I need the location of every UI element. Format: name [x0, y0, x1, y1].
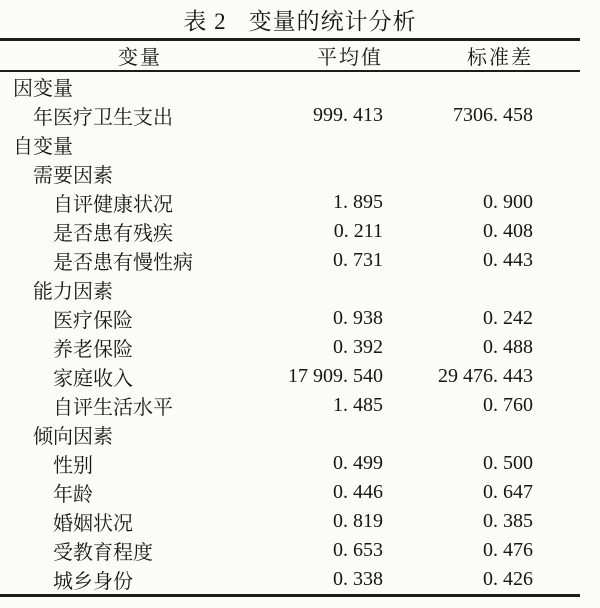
variable-label: 年医疗卫生支出	[33, 107, 173, 129]
table-row	[0, 420, 580, 449]
column-header-mean: 平均值	[317, 47, 383, 69]
variable-label: 性别	[53, 455, 93, 477]
variable-label: 婚姻状况	[53, 513, 133, 535]
table-row	[0, 71, 580, 101]
table-row	[0, 188, 580, 217]
table-caption-title: 变量的统计分析	[248, 8, 417, 34]
statistics-table	[0, 38, 580, 597]
variable-label: 因变量	[13, 78, 73, 100]
table-row	[0, 536, 580, 565]
sd-value: 29 476. 443	[438, 365, 533, 387]
sd-value: 0. 488	[483, 336, 533, 358]
sd-value: 0. 647	[483, 481, 533, 503]
variable-label: 是否患有残疾	[53, 223, 173, 245]
sd-value	[383, 275, 580, 304]
sd-value: 0. 760	[483, 394, 533, 416]
variable-label: 自变量	[13, 136, 73, 158]
variable-label: 城乡身份	[53, 571, 133, 593]
table-row	[0, 449, 580, 478]
mean-value: 0. 731	[333, 249, 383, 271]
variable-label: 受教育程度	[53, 542, 153, 564]
sd-value: 0. 443	[483, 249, 533, 271]
sd-value: 0. 900	[483, 191, 533, 213]
table-row	[0, 304, 580, 333]
variable-label: 倾向因素	[33, 426, 113, 448]
table-row	[0, 507, 580, 536]
variable-label: 养老保险	[53, 339, 133, 361]
mean-value: 0. 819	[333, 510, 383, 532]
table-row	[0, 246, 580, 275]
sd-value: 0. 476	[483, 539, 533, 561]
variable-label: 是否患有慢性病	[53, 252, 193, 274]
table-caption	[0, 0, 600, 38]
variable-label: 家庭收入	[53, 368, 133, 390]
variable-label: 需要因素	[33, 165, 113, 187]
mean-value: 1. 895	[333, 191, 383, 213]
table-row	[0, 362, 580, 391]
table-body	[0, 71, 580, 596]
sd-value: 0. 426	[483, 568, 533, 590]
table-row	[0, 565, 580, 596]
sd-value: 0. 408	[483, 220, 533, 242]
table-caption-number: 表 2	[183, 8, 227, 34]
mean-value	[280, 420, 383, 449]
column-header-variable: 变量	[118, 47, 162, 69]
variable-label: 自评生活水平	[53, 397, 173, 419]
table-row	[0, 478, 580, 507]
mean-value: 0. 938	[333, 307, 383, 329]
table-row	[0, 101, 580, 130]
mean-value	[280, 159, 383, 188]
table-row	[0, 333, 580, 362]
sd-value: 0. 500	[483, 452, 533, 474]
variable-label: 自评健康状况	[53, 194, 173, 216]
sd-value	[383, 71, 580, 101]
variable-label: 年龄	[53, 484, 93, 506]
table-header-row	[0, 40, 580, 72]
sd-value: 0. 242	[483, 307, 533, 329]
sd-value	[383, 159, 580, 188]
mean-value: 1. 485	[333, 394, 383, 416]
mean-value: 0. 338	[333, 568, 383, 590]
mean-value: 0. 392	[333, 336, 383, 358]
table-row	[0, 275, 580, 304]
sd-value	[383, 130, 580, 159]
table-row	[0, 130, 580, 159]
sd-value: 7306. 458	[453, 104, 533, 126]
mean-value: 999. 413	[313, 104, 383, 126]
sd-value: 0. 385	[483, 510, 533, 532]
variable-label: 能力因素	[33, 281, 113, 303]
mean-value	[280, 275, 383, 304]
mean-value: 17 909. 540	[288, 365, 383, 387]
table-row	[0, 217, 580, 246]
sd-value	[383, 420, 580, 449]
mean-value	[280, 130, 383, 159]
mean-value: 0. 211	[333, 220, 383, 242]
table-row	[0, 391, 580, 420]
mean-value	[280, 71, 383, 101]
table-row	[0, 159, 580, 188]
mean-value: 0. 499	[333, 452, 383, 474]
variable-label: 医疗保险	[53, 310, 133, 332]
mean-value: 0. 653	[333, 539, 383, 561]
column-header-sd: 标准差	[467, 47, 533, 69]
mean-value: 0. 446	[333, 481, 383, 503]
